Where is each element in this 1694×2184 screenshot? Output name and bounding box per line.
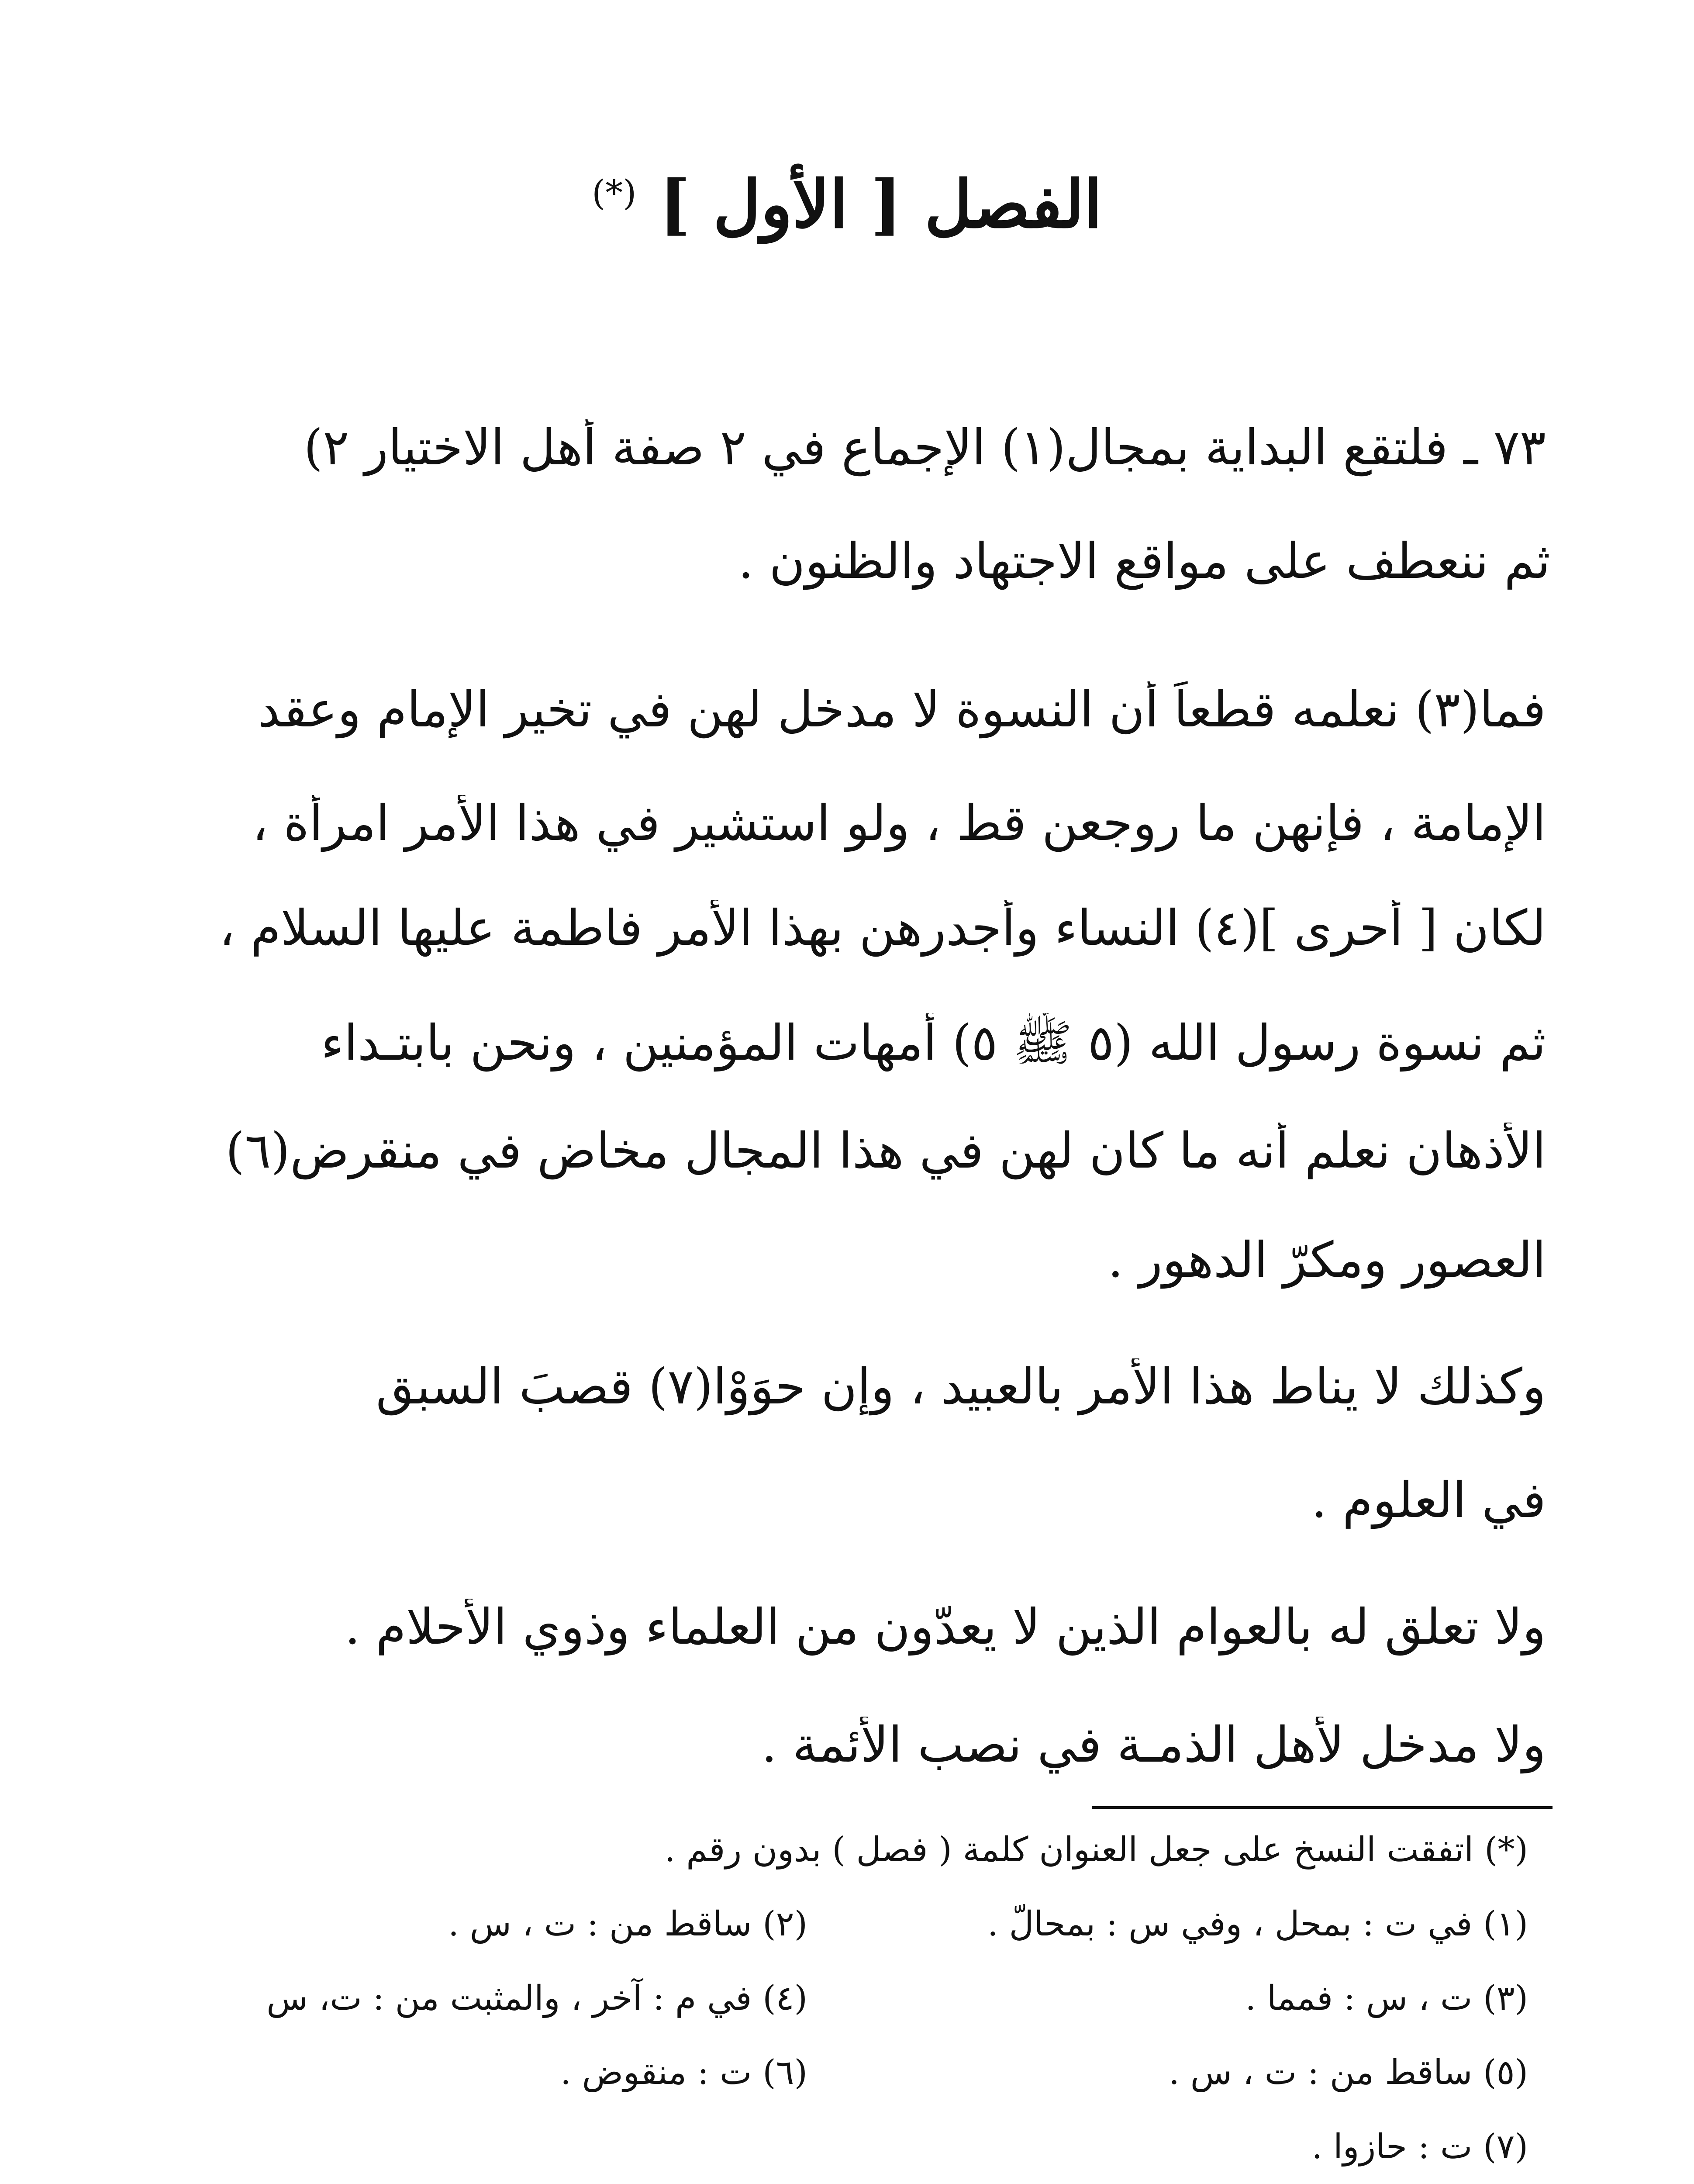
paragraph-line: وكذلك لا يناط هذا الأمر بالعبيد ، وإن حوَوْا(٧) قصبَ السبق: [376, 1358, 1546, 1415]
paragraph-line: لكان [ أحرى ](٤) النساء وأجدرهن بهذا الأمر فاطمة عليها السلام ،: [219, 900, 1546, 957]
footnote-1: (١) في ت : بمحل ، وفي س : بمحالّ .: [987, 1904, 1528, 1944]
footnote-6: (٦) ت : منقوض .: [560, 2053, 807, 2092]
footnote-star: (*) اتفقت النسخ على جعل العنوان كلمة ( فصل ) بدون رقم .: [664, 1830, 1528, 1870]
paragraph-line: في العلوم .: [1311, 1472, 1546, 1529]
chapter-title: [0, 166, 1694, 243]
footnote-4: (٤) في م : آخر ، والمثبت من : ت، س: [266, 1979, 807, 2018]
chapter-title-text: الفصل [ الأول ]: [659, 166, 1102, 243]
paragraph-line: ٧٣ ـ فلتقع البداية بمجال(١) الإجماع في ٢ صفة أهل الاختيار ٢): [304, 419, 1546, 476]
footnote-3: (٣) ت ، س : فمما .: [1245, 1979, 1528, 2018]
footnote-5: (٥) ساقط من : ت ، س .: [1169, 2053, 1528, 2092]
paragraph-line: الإمامة ، فإنهن ما روجعن قط ، ولو استشير في هذا الأمر امرأة ،: [252, 795, 1546, 852]
paragraph-line: ثم نسوة رسول الله (٥ ﷺ ٥) أمهات المؤمنين ، ونحن بابتـداء: [321, 1015, 1546, 1071]
paragraph-line: ولا مدخل لأهل الذمـة في نصب الأئمة .: [761, 1717, 1546, 1773]
paragraph-line: العصور ومكرّ الدهور .: [1107, 1232, 1546, 1289]
chapter-title-footnote-mark: (*): [592, 173, 637, 213]
paragraph-line: الأذهان نعلم أنه ما كان لهن في هذا المجال مخاض في منقرض(٦): [225, 1123, 1546, 1179]
paragraph-line: ثم ننعطف على مواقع الاجتهاد والظنون .: [738, 533, 1550, 590]
paragraph-line: ولا تعلق له بالعوام الذين لا يعدّون من العلماء وذوي الأحلام .: [345, 1599, 1546, 1655]
footnote-separator: [1092, 1806, 1553, 1809]
footnote-2: (٢) ساقط من : ت ، س .: [448, 1904, 807, 1944]
paragraph-line: فما(٣) نعلمه قطعاً أن النسوة لا مدخل لهن في تخير الإمام وعقد: [258, 681, 1546, 738]
footnote-7: (٧) ت : حازوا .: [1311, 2127, 1528, 2167]
